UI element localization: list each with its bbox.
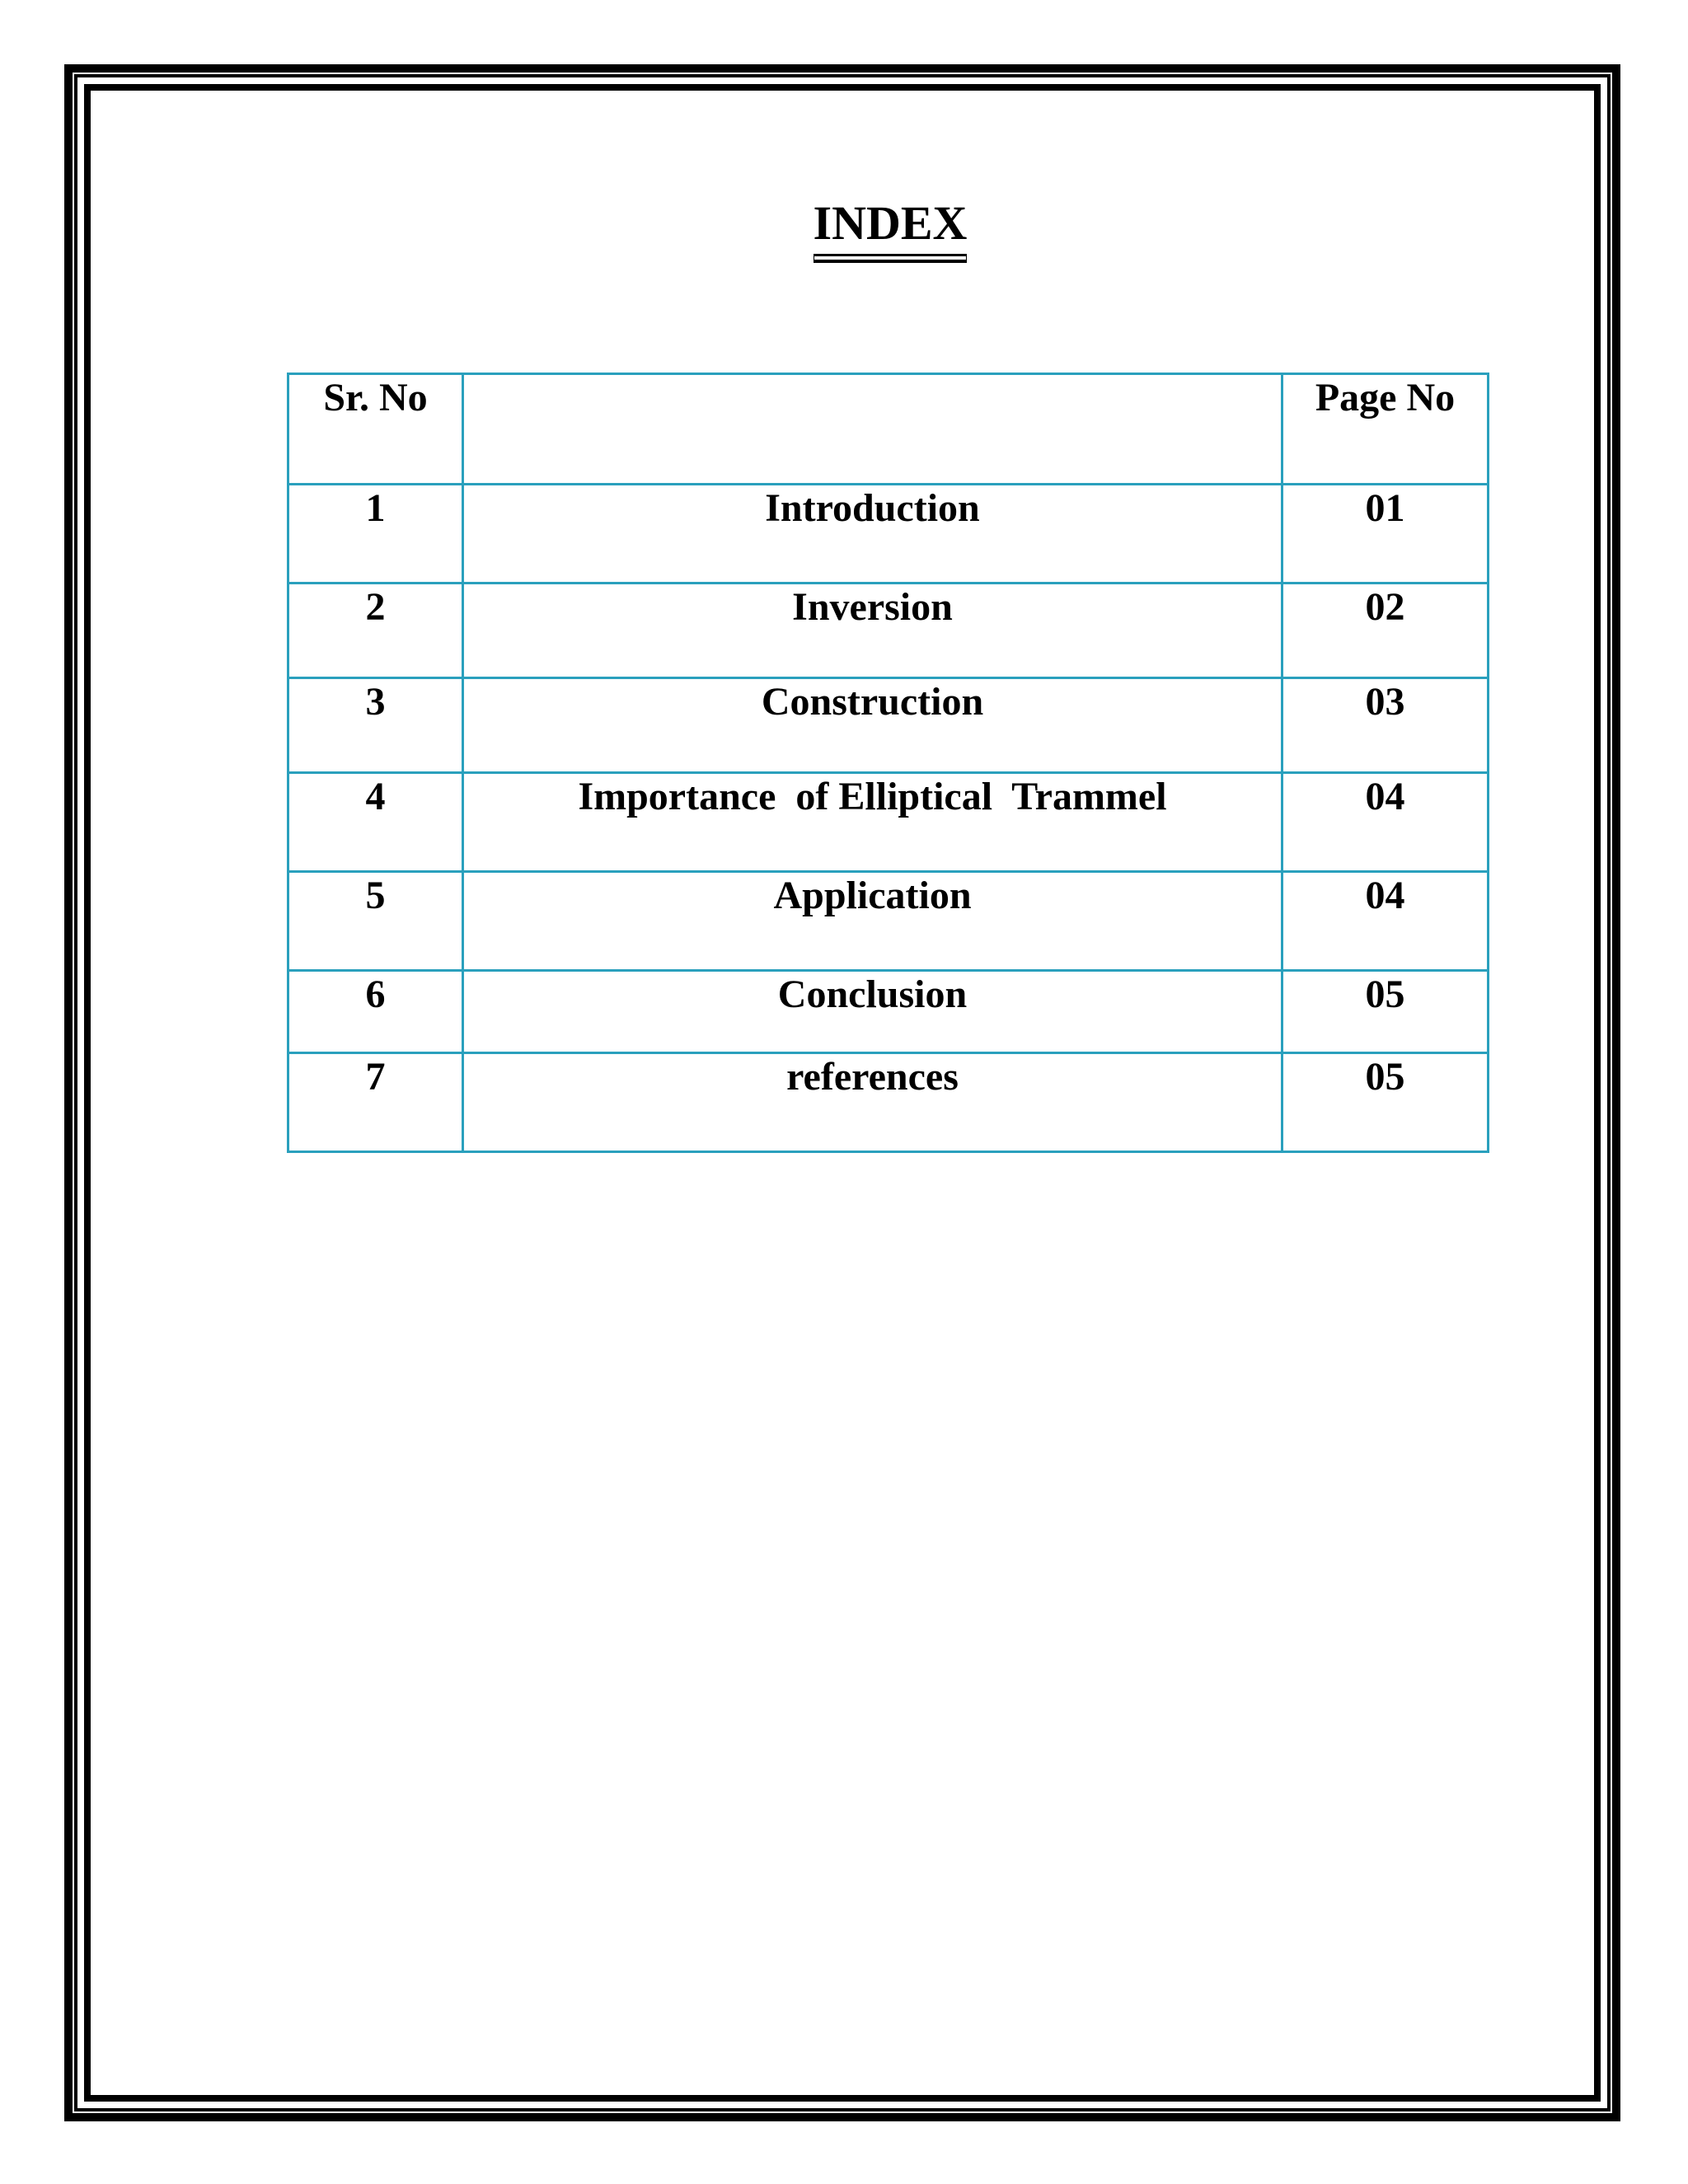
row-page-no: 01 bbox=[1282, 485, 1489, 583]
row-page-no: 04 bbox=[1282, 872, 1489, 971]
row-sr-no: 1 bbox=[288, 485, 463, 583]
index-table bbox=[287, 373, 1489, 1153]
table-row bbox=[288, 678, 1489, 773]
table-row bbox=[288, 485, 1489, 583]
page-title bbox=[0, 194, 1688, 256]
row-sr-no: 2 bbox=[288, 583, 463, 678]
title-text: INDEX bbox=[814, 194, 968, 256]
row-page-no: 05 bbox=[1282, 971, 1489, 1053]
row-sr-no: 5 bbox=[288, 872, 463, 971]
table-row bbox=[288, 971, 1489, 1053]
header-topic bbox=[463, 374, 1282, 485]
row-sr-no: 3 bbox=[288, 678, 463, 773]
row-topic: Conclusion bbox=[463, 971, 1282, 1053]
row-topic: Importance of Elliptical Trammel bbox=[463, 773, 1282, 872]
row-page-no: 02 bbox=[1282, 583, 1489, 678]
row-sr-no: 7 bbox=[288, 1053, 463, 1152]
row-sr-no: 6 bbox=[288, 971, 463, 1053]
row-page-no: 04 bbox=[1282, 773, 1489, 872]
table-row bbox=[288, 773, 1489, 872]
row-page-no: 05 bbox=[1282, 1053, 1489, 1152]
row-topic: Introduction bbox=[463, 485, 1282, 583]
header-page-no: Page No bbox=[1282, 374, 1489, 485]
row-topic: Construction bbox=[463, 678, 1282, 773]
row-page-no: 03 bbox=[1282, 678, 1489, 773]
table-row bbox=[288, 872, 1489, 971]
row-topic: Application bbox=[463, 872, 1282, 971]
table-header-row bbox=[288, 374, 1489, 485]
table-row bbox=[288, 1053, 1489, 1152]
header-sr-no: Sr. No bbox=[288, 374, 463, 485]
table-row bbox=[288, 583, 1489, 678]
row-topic: Inversion bbox=[463, 583, 1282, 678]
row-topic: references bbox=[463, 1053, 1282, 1152]
row-sr-no: 4 bbox=[288, 773, 463, 872]
